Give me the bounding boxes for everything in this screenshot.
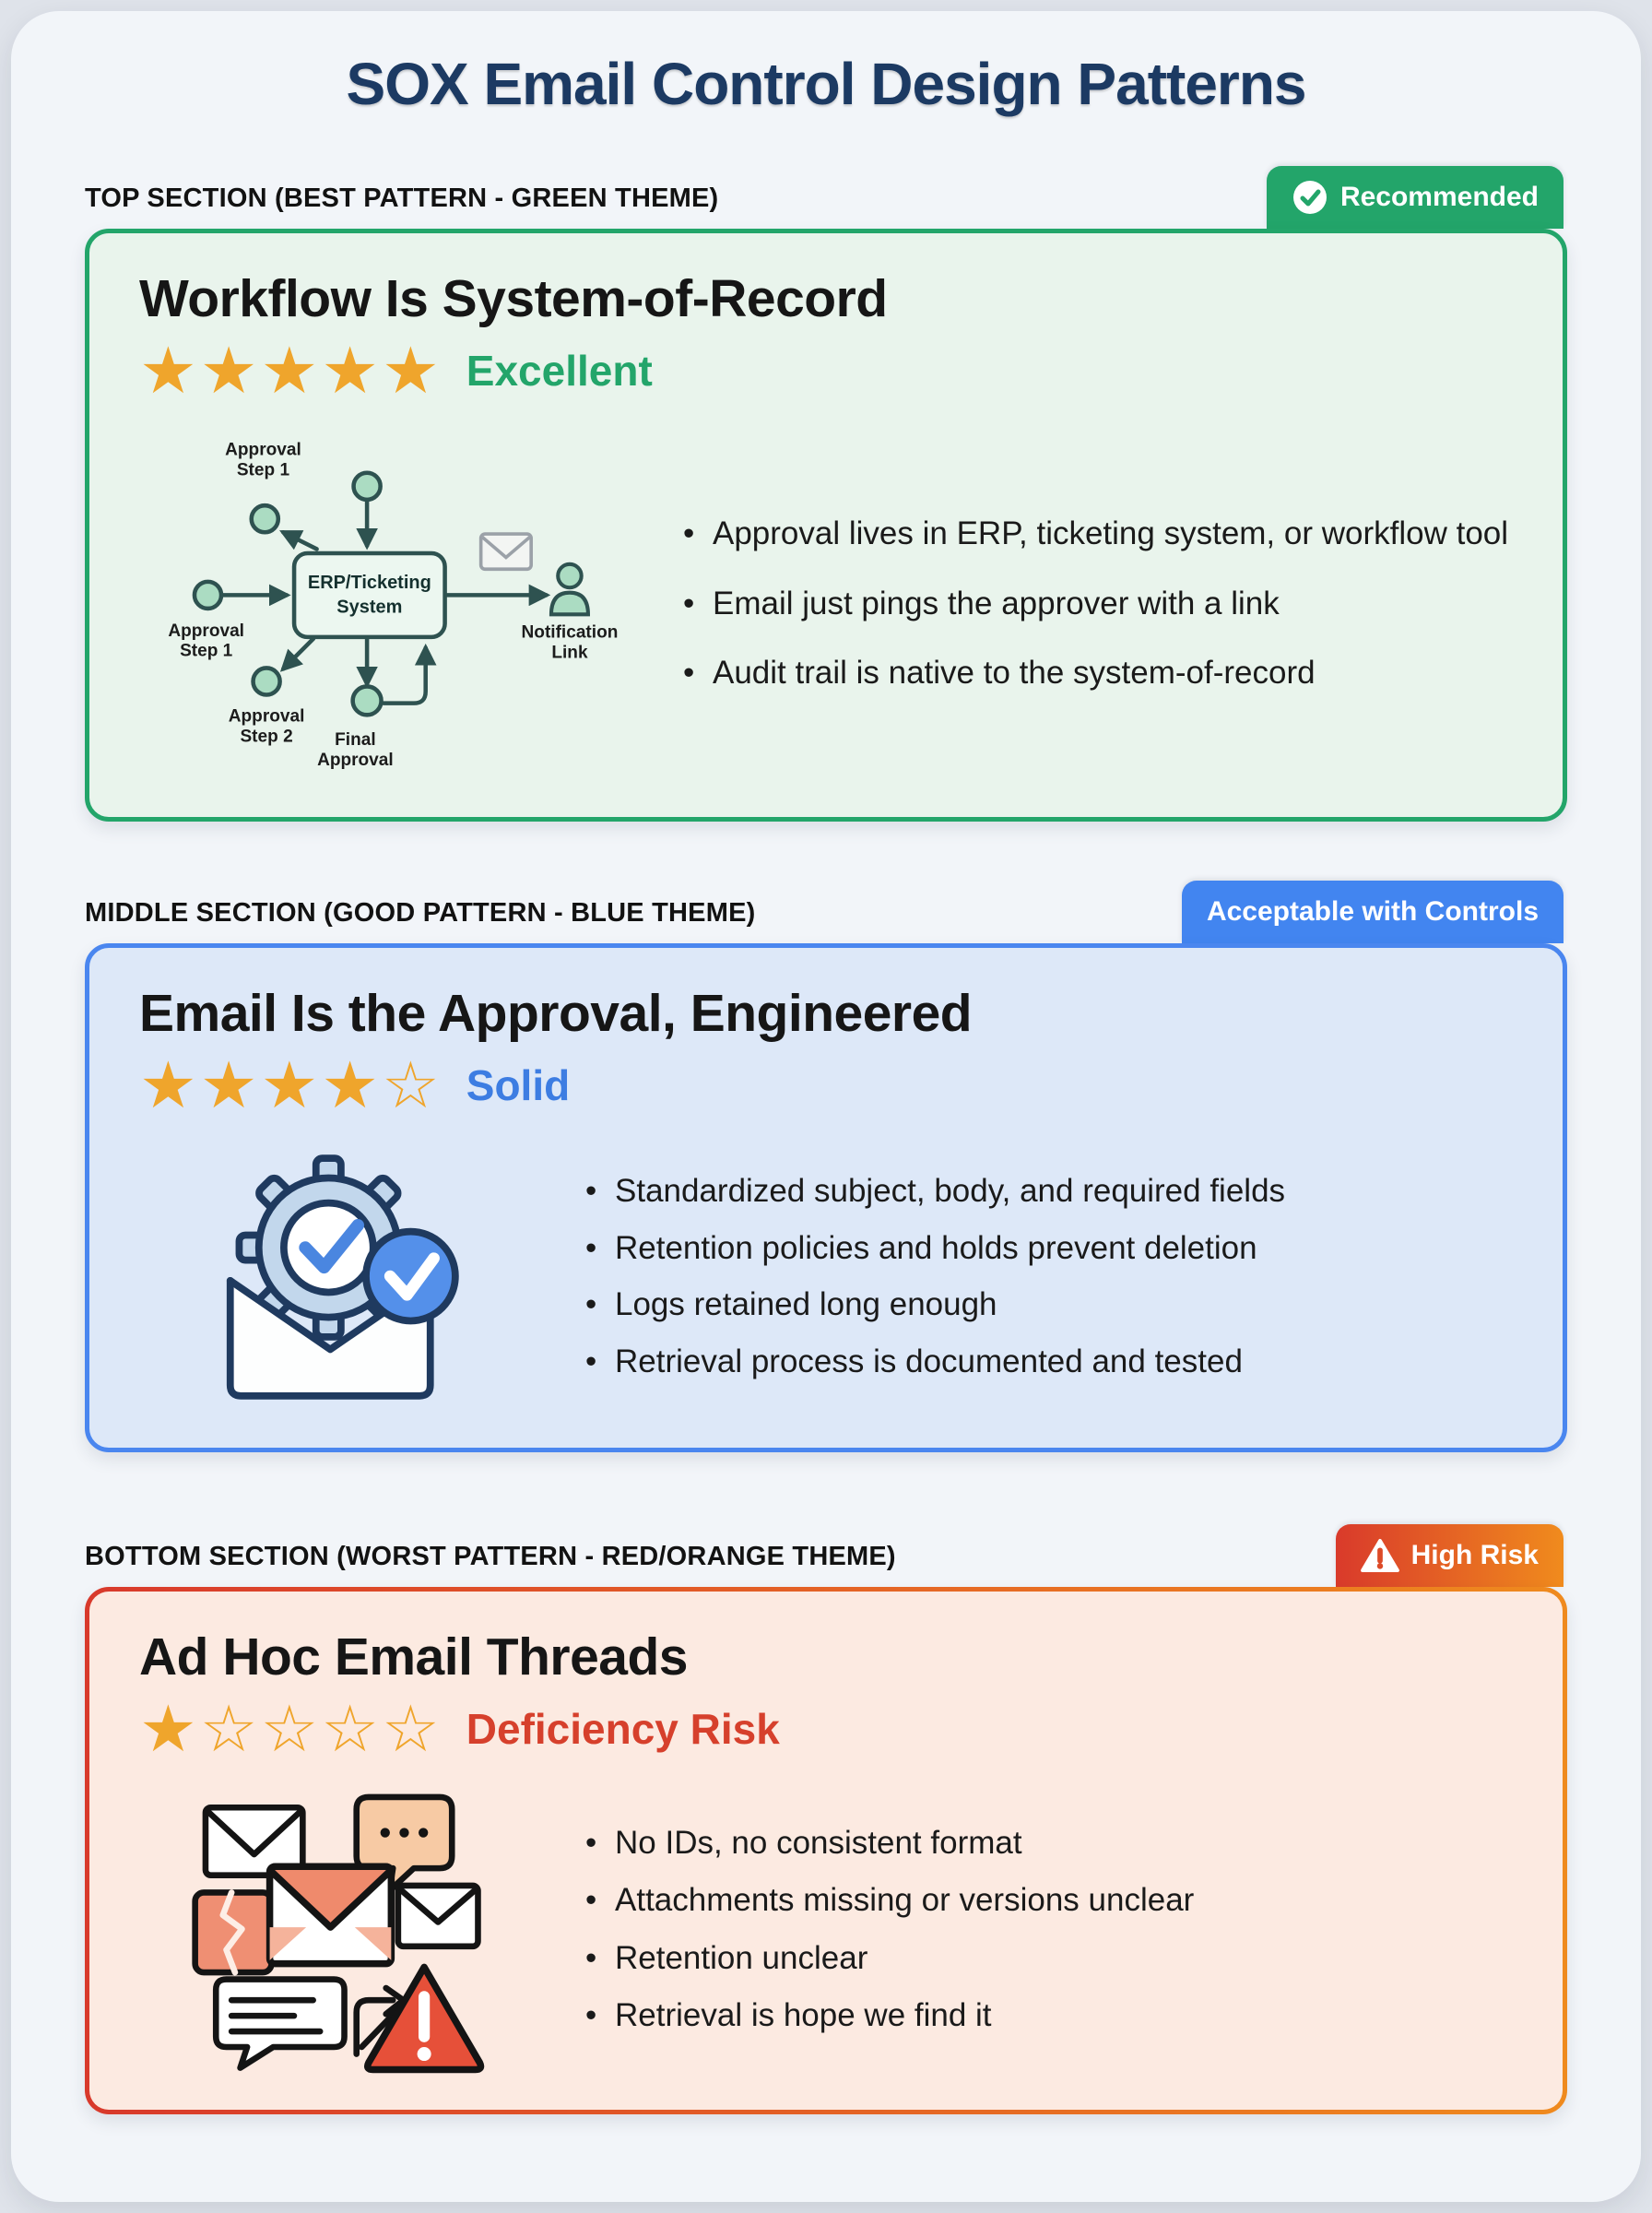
chat-bubble-icon [216,1980,344,2068]
warning-triangle-icon [1361,1538,1399,1573]
bullet-list [676,485,1513,722]
star-rating: ★☆☆☆☆ [139,1691,442,1767]
bullet-item: • Retrieval process is documented and tested [578,1341,1513,1383]
card-title: Email Is the Approval, Engineered [139,984,973,1043]
section-label: MIDDLE SECTION (GOOD PATTERN - BLUE THEME) [85,898,756,928]
rating-row [139,1047,1513,1123]
bullet-list [578,1155,1513,1397]
risk-pattern-card [85,1587,1567,2114]
bullet-item: • Retrieval is hope we find it [578,1994,1513,2037]
rating-label: Excellent [466,347,653,395]
section-label: TOP SECTION (BEST PATTERN - GREEN THEME) [85,183,719,213]
infographic-canvas [11,11,1641,2202]
diagram-label: Approval [225,440,301,460]
badge-label: High Risk [1410,1540,1539,1570]
rating-row [139,333,1513,408]
workflow-diagram [139,423,633,784]
card-title: Workflow Is System-of-Record [139,269,888,328]
bullet-item: • Retention policies and holds prevent deletion [578,1227,1513,1270]
bullet-item: • Email just pings the approver with a link [676,583,1513,625]
diagram-label: Notification [521,622,619,643]
broken-message-icon [195,1892,272,1972]
bullet-item: • Approval lives in ERP, ticketing system, or workflow tool [676,513,1513,555]
envelope-icon [398,1886,478,1947]
diagram-label: Approval [168,621,244,641]
diagram-label: Approval [317,750,394,770]
section-header-top [85,164,1567,229]
diagram-label: Final [335,730,376,751]
page-title: SOX Email Control Design Patterns [346,51,1306,117]
bullet-item: • Logs retained long enough [578,1284,1513,1326]
badge-label: Recommended [1339,182,1539,212]
bullet-item: • Standardized subject, body, and required fields [578,1170,1513,1213]
green-pattern-card [85,229,1567,822]
star-rating: ★★★★★ [139,333,442,408]
badge-label: Acceptable with Controls [1206,896,1539,927]
svg-text:ERP/Ticketing: ERP/Ticketing [307,573,431,594]
bullet-item: • Retention unclear [578,1937,1513,1980]
email-envelope-icon [481,534,532,569]
svg-text:System: System [336,597,403,618]
section-header-bottom [85,1522,1567,1587]
bullet-item: • Attachments missing or versions unclear [578,1879,1513,1922]
erp-workflow-diagram [139,423,633,784]
rating-label: Deficiency Risk [466,1705,780,1753]
bullet-list [578,1806,1513,2053]
recommended-badge [1267,166,1564,229]
email-gear-check-icon [139,1138,536,1414]
bullet-item: • No IDs, no consistent format [578,1822,1513,1864]
diagram-label: Approval [228,706,305,727]
rating-label: Solid [466,1061,571,1109]
star-rating: ★★★★☆ [139,1047,442,1123]
high-risk-badge [1336,1524,1564,1587]
card-title: Ad Hoc Email Threads [139,1627,688,1686]
rating-row [139,1691,1513,1767]
section-label: BOTTOM SECTION (WORST PATTERN - RED/ORANGE THEME) [85,1542,896,1571]
diagram-label: Step 2 [240,727,293,747]
bullet-item: • Audit trail is native to the system-of-record [676,652,1513,694]
envelope-icon [270,1866,392,1963]
blue-pattern-card [85,943,1567,1452]
check-circle-icon [366,1232,455,1321]
diagram-label: Step 1 [236,460,290,480]
acceptable-badge [1182,881,1564,943]
check-circle-icon [1292,179,1328,216]
erp-system-box [294,553,445,637]
diagram-label: Link [551,643,588,663]
warning-triangle-icon [368,1967,481,2069]
approver-person-icon [551,564,588,615]
diagram-label: Step 1 [180,641,233,661]
section-header-middle [85,879,1567,943]
chaotic-email-threads-icon [139,1781,536,2077]
